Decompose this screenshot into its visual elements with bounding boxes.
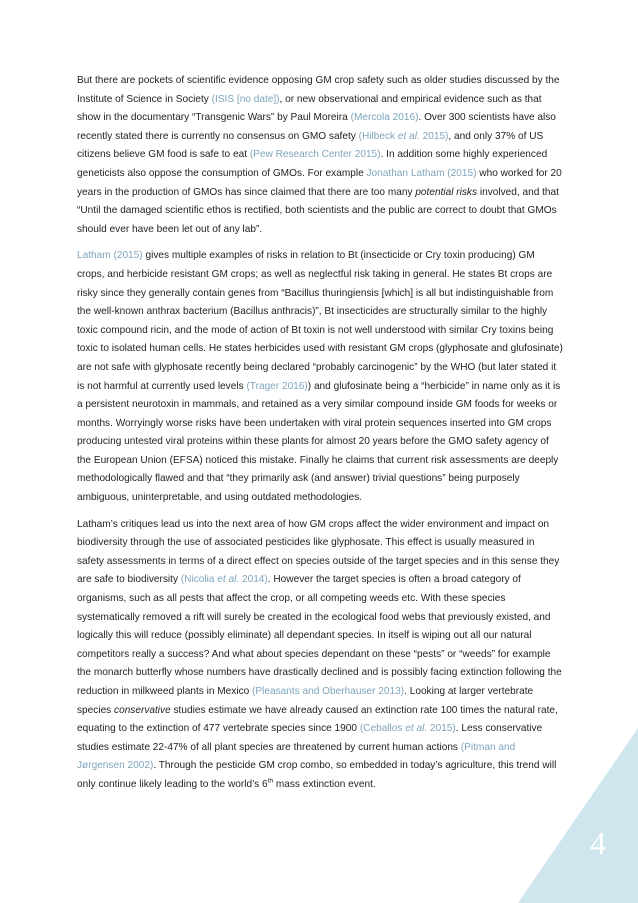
citation: (Pitman and Jørgensen 2002) bbox=[77, 741, 516, 772]
citation: (Pew Research Center 2015) bbox=[249, 149, 381, 161]
text-run: . Through the pesticide GM crop combo, so embedded in today’s agriculture, this trend will only continue likely leading to the world’s 6 bbox=[77, 760, 557, 790]
text-run: . However the target species is often a broad category of organisms, such as all pests that affect the crop, or all competing weeds etc. With these species systematically removed a rift will surely be created in the ecological food webs that previously existed, and logically this will reduce (possibly eliminate) all dependant species. In itself is wiping out all our natural competitors really a success? And what about species dependant on these “pests” or “weeds” for example the monarch butterfly whose numbers have drastically declined and is possibly facing extinction following the reduction in milkweed plants in Mexico bbox=[77, 574, 562, 697]
paragraph-1 bbox=[77, 72, 563, 239]
citation: (Ceballos bbox=[359, 723, 406, 735]
body-text bbox=[77, 72, 563, 803]
citation: 2015) bbox=[427, 723, 456, 735]
citation: (ISIS [no date]) bbox=[211, 93, 280, 105]
text-run: studies estimate we have already caused an extinction rate 100 times the natural rate, equating to the extinction of 477 vertebrate species since 1900 bbox=[77, 704, 558, 735]
citation: 2014) bbox=[239, 574, 268, 586]
text-run: gives multiple examples of risks in relation to Bt (insecticide or Cry toxin producing) GM crops, and herbicide resistant GM crops; as well as neglectful risk taking in general. He states Bt crops are risky since they generally contain genes from “Bacillus thuringiensis [which] is all but indistinguishable from the well-known anthrax bacterium (Bacillus anthracis)”, Bt insecticides are structurally similar to the highly toxic compound ricin, and the mode of action of Bt toxin is not well understood with similar Cry toxins being toxic to isolated human cells. He states herbicides used with resistant GM crops (glyphosate and glufosinate) are not safe with glyphosate recently being declared “probably carcinogenic” by the WHO (but later stated it is not harmful at currently used levels bbox=[77, 250, 563, 392]
text-run: , and only 37% of US citizens believe GM food is safe to eat bbox=[77, 130, 544, 161]
citation: Latham (2015) bbox=[77, 250, 143, 262]
citation: (Pleasants and Oberhauser 2013) bbox=[252, 686, 405, 697]
citation: (Hilbeck bbox=[358, 130, 398, 142]
page-corner-decoration bbox=[518, 728, 638, 903]
text-run: . Less conservative studies estimate 22-47% of all plant species are threatened by current human actions bbox=[77, 723, 543, 753]
citation: Jonathan Latham (2015) bbox=[366, 167, 477, 179]
text-run: who worked for 20 years in the production of GMOs has since claimed that there are too many bbox=[77, 167, 562, 198]
text-run: . In addition some highly experienced geneticists also oppose the consumption of GMOs. For example bbox=[77, 149, 548, 179]
paragraph-2 bbox=[77, 247, 563, 507]
text-run: ) and glufosinate being a “herbicide” in name only as it is a persistent neurotoxin in mammals, and retained as a very similar compound inside GM foods for weeks or months. Worryingly worse risks have been undertaken with viral protein sequences inserted into GM crops producing untested viral proteins within these plants for almost 20 years before the GMO safety agency of the European Union (EFSA) noticed this mistake. Finally he claims that current risk assessments are deeply methodologically flawed and that “they primarily ask (and answer) trivial questions” being purposely ambiguous, uninterpretable, and using outdated methodologies. bbox=[77, 380, 561, 504]
citation: (Trager 2016) bbox=[246, 380, 308, 392]
text-run: potential risks bbox=[415, 186, 478, 198]
text-run: , or new observational and empirical evidence such as that show in the documentary “Transgenic Wars” by Paul Moreira bbox=[77, 93, 542, 124]
text-run: . Looking at larger vertebrate species bbox=[77, 686, 534, 716]
text-run: Latham’s critiques lead us into the next area of how GM crops affect the wider environment and impact on biodiversity through the use of associated pesticides like glyphosate. This effect is usually measured in safety assessments in terms of a direct effect on species outside of the target species and in this sense they are safe to biodiversity bbox=[77, 518, 560, 586]
paragraph-3 bbox=[77, 516, 563, 795]
citation: et al. bbox=[405, 723, 428, 735]
citation: et al. bbox=[397, 130, 420, 142]
text-run: involved, and that “Until the damaged scientific ethos is rectified, both scientists and the public are correct to doubt that GMOs should ever have been let out of any lab”. bbox=[77, 186, 559, 235]
text-run: . Over 300 scientists have also recently stated there is currently no consensus on GMO safety bbox=[77, 112, 556, 142]
text-run: th bbox=[267, 777, 274, 785]
corner-triangle bbox=[518, 728, 638, 903]
citation: 2015) bbox=[419, 130, 449, 142]
citation: (Mercola 2016) bbox=[350, 112, 419, 124]
citation: (Nicolia bbox=[180, 574, 218, 586]
text-run: But there are pockets of scientific evidence opposing GM crop safety such as older studies discussed by the Institute of Science in Society bbox=[77, 75, 560, 105]
citation: et al. bbox=[217, 574, 240, 586]
page-number: 4 bbox=[590, 825, 606, 861]
text-run: conservative bbox=[114, 704, 171, 716]
text-run: mass extinction event. bbox=[273, 778, 376, 790]
